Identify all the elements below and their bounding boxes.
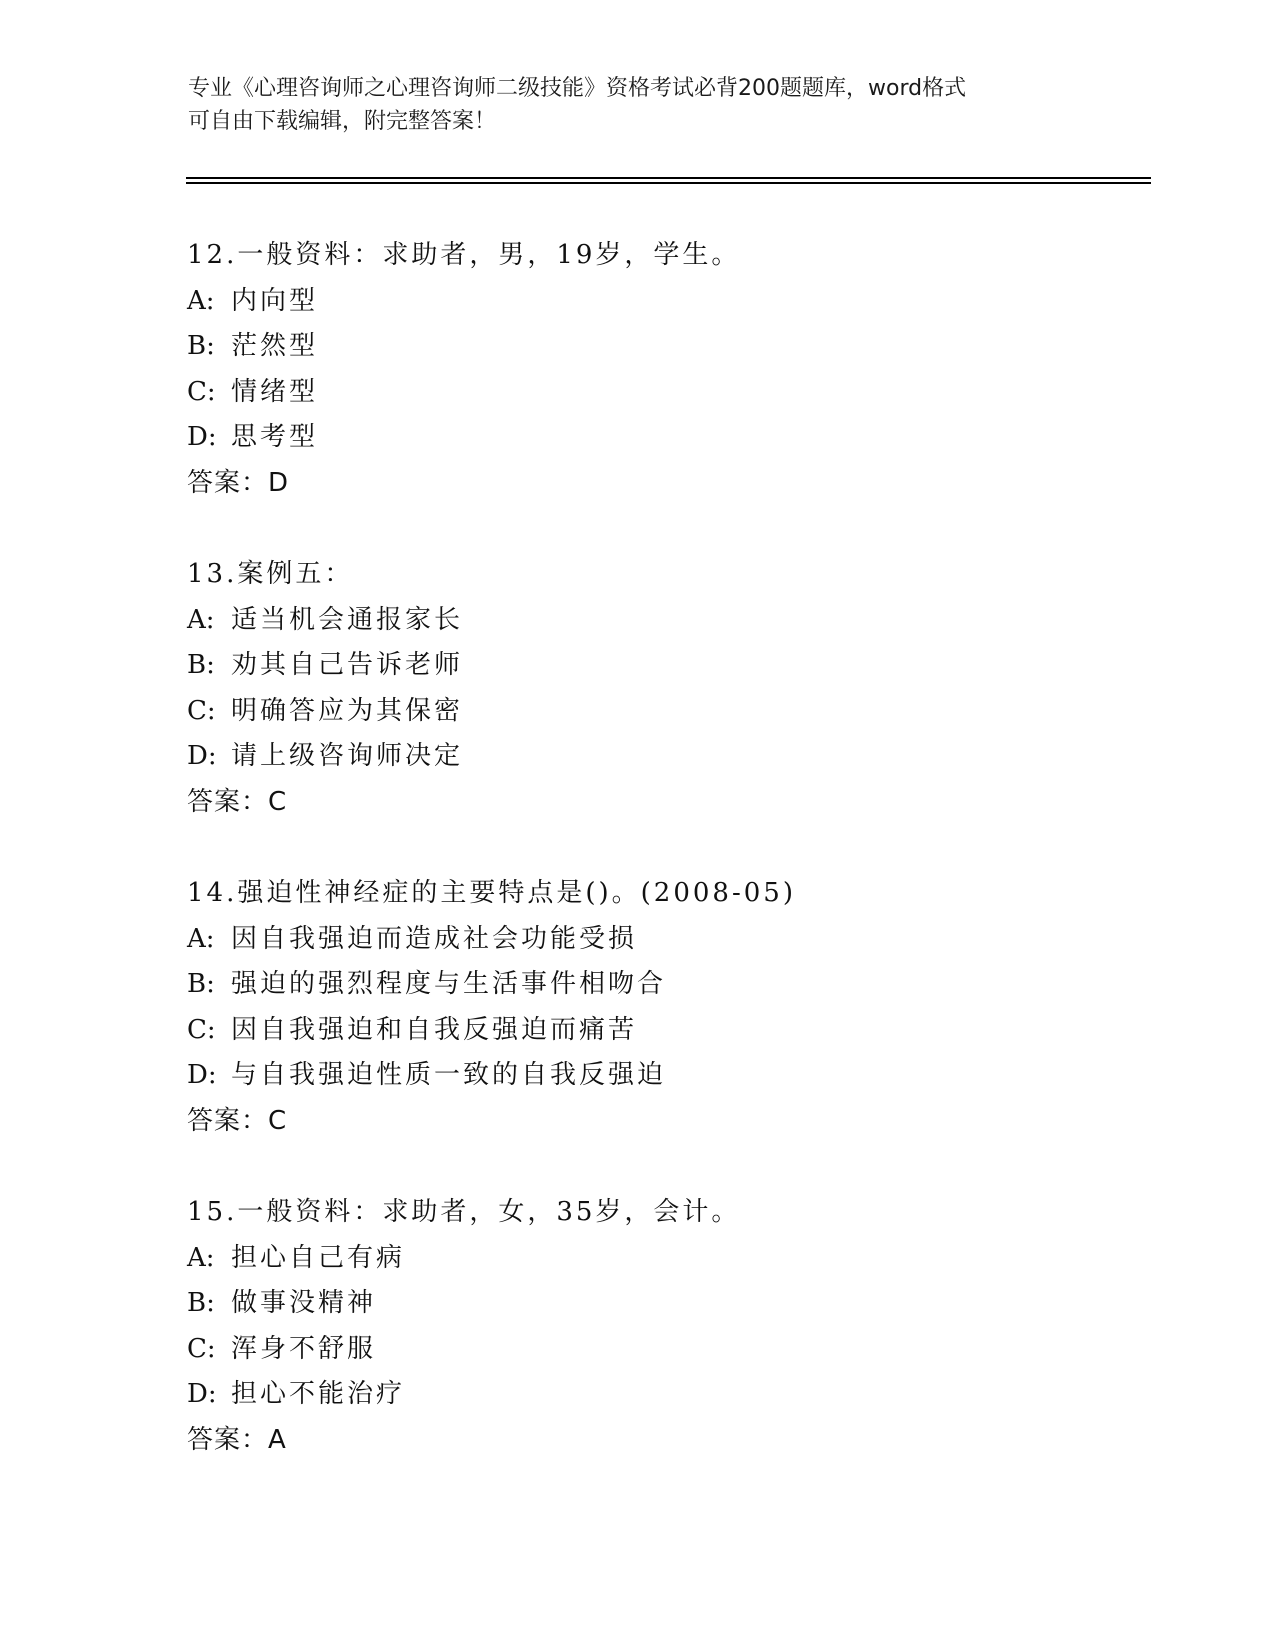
option-a — [187, 1236, 1147, 1282]
option-text: 浑身不舒服 — [231, 1333, 377, 1364]
question-stem: 12.一般资料：求助者，男，19岁，学生。 — [187, 240, 741, 270]
document-header — [188, 72, 1088, 138]
option-text: 明确答应为其保密 — [231, 695, 464, 726]
option-letter: A: — [187, 285, 215, 316]
option-d — [187, 415, 1147, 461]
option-text: 劝其自己告诉老师 — [231, 650, 464, 680]
option-text: 担心自己有病 — [231, 1242, 406, 1273]
option-letter: A: — [187, 923, 215, 954]
option-c — [187, 1327, 1147, 1373]
option-c — [187, 370, 1147, 416]
option-b — [187, 962, 1147, 1008]
option-b — [187, 1281, 1147, 1327]
option-text: 思考型 — [231, 422, 319, 452]
option-text: 请上级咨询师决定 — [231, 741, 464, 771]
option-c — [187, 1008, 1147, 1054]
option-letter: D: — [187, 1379, 217, 1409]
answer-line: 答案：D — [187, 467, 290, 498]
option-letter: A: — [187, 1242, 215, 1273]
question-13 — [187, 552, 1147, 825]
option-b — [187, 324, 1147, 370]
question-stem: 14.强迫性神经症的主要特点是()。(2008-05) — [187, 878, 796, 908]
option-text: 强迫的强烈程度与生活事件相吻合 — [231, 969, 667, 999]
option-text: 情绪型 — [231, 376, 319, 407]
question-12 — [187, 233, 1147, 506]
question-stem: 13.案例五： — [187, 559, 354, 589]
option-letter: D: — [187, 1060, 217, 1090]
option-text: 因自我强迫而造成社会功能受损 — [231, 923, 638, 954]
option-letter: B: — [187, 331, 215, 361]
option-letter: B: — [187, 969, 215, 999]
option-d — [187, 1372, 1147, 1418]
option-a — [187, 279, 1147, 325]
question-stem: 15.一般资料：求助者，女，35岁，会计。 — [187, 1197, 741, 1227]
option-letter: D: — [187, 422, 217, 452]
header-divider-bottom — [186, 182, 1151, 184]
option-letter: A: — [187, 604, 215, 635]
option-text: 内向型 — [231, 285, 319, 316]
option-letter: C: — [187, 1333, 216, 1364]
option-letter: D: — [187, 741, 217, 771]
option-text: 因自我强迫和自我反强迫而痛苦 — [231, 1014, 638, 1045]
option-text: 做事没精神 — [231, 1288, 377, 1318]
option-a — [187, 598, 1147, 644]
option-text: 适当机会通报家长 — [231, 604, 464, 635]
option-letter: B: — [187, 650, 215, 680]
header-line-2: 可自由下载编辑，附完整答案！ — [188, 109, 497, 134]
option-text: 与自我强迫性质一致的自我反强迫 — [231, 1060, 667, 1090]
header-divider-top — [186, 177, 1151, 179]
option-letter: B: — [187, 1288, 215, 1318]
option-text: 担心不能治疗 — [231, 1379, 406, 1409]
question-14 — [187, 871, 1147, 1144]
option-d — [187, 1053, 1147, 1099]
option-letter: C: — [187, 695, 216, 726]
option-letter: C: — [187, 376, 216, 407]
answer-line: 答案：A — [187, 1424, 287, 1455]
option-c — [187, 689, 1147, 735]
question-15 — [187, 1190, 1147, 1463]
answer-line: 答案：C — [187, 786, 288, 817]
option-letter: C: — [187, 1014, 216, 1045]
option-a — [187, 917, 1147, 963]
header-line-1: 专业《心理咨询师之心理咨询师二级技能》资格考试必背200题题库，word格式 — [188, 76, 967, 101]
option-b — [187, 643, 1147, 689]
answer-line: 答案：C — [187, 1105, 288, 1136]
option-d — [187, 734, 1147, 780]
option-text: 茫然型 — [231, 331, 319, 361]
